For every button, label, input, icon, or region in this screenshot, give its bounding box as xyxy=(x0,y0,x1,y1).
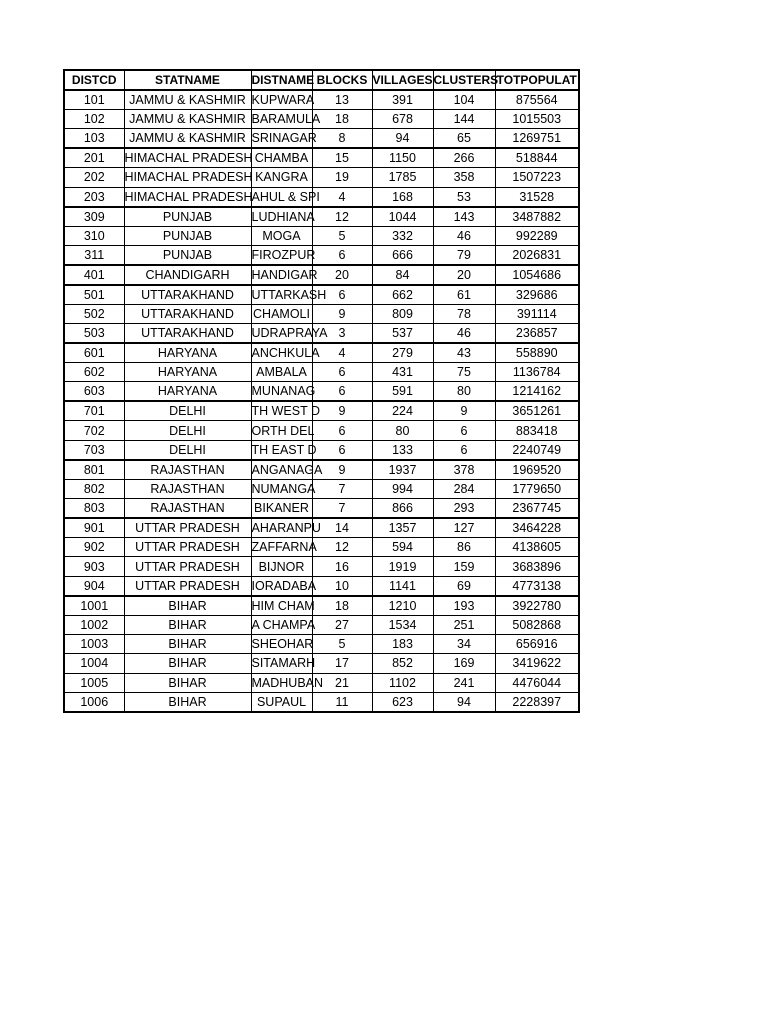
cell-distname[interactable]: LUDHIANA xyxy=(251,207,312,227)
cell-blocks[interactable]: 3 xyxy=(312,324,372,344)
table-row xyxy=(64,440,579,460)
cell-distname[interactable]: AHUL & SPI xyxy=(251,187,312,207)
cell-statname[interactable]: UTTARAKHAND xyxy=(124,324,251,344)
cell-villages[interactable]: 666 xyxy=(372,245,433,265)
cell-totpopulat[interactable]: 236857 xyxy=(495,324,579,344)
cell-clusters[interactable]: 34 xyxy=(433,634,495,653)
cell-totpopulat[interactable]: 518844 xyxy=(495,148,579,168)
cell-blocks[interactable]: 7 xyxy=(312,479,372,498)
cell-totpopulat[interactable]: 992289 xyxy=(495,226,579,245)
cell-blocks[interactable]: 6 xyxy=(312,382,372,402)
cell-villages[interactable]: 1785 xyxy=(372,168,433,187)
cell-blocks[interactable]: 7 xyxy=(312,499,372,519)
table-row xyxy=(64,207,579,227)
cell-totpopulat[interactable]: 1214162 xyxy=(495,382,579,402)
cell-statname[interactable]: UTTAR PRADESH xyxy=(124,557,251,576)
cell-distname[interactable]: AHARANPU xyxy=(251,518,312,538)
table-row xyxy=(64,673,579,692)
cell-statname[interactable]: UTTARAKHAND xyxy=(124,285,251,305)
cell-clusters[interactable]: 251 xyxy=(433,615,495,634)
table-body xyxy=(64,90,579,712)
cell-distcd[interactable]: 1005 xyxy=(64,673,124,692)
table-row xyxy=(64,654,579,673)
cell-distname[interactable]: CHAMOLI xyxy=(251,304,312,323)
cell-statname[interactable]: RAJASTHAN xyxy=(124,479,251,498)
cell-distcd[interactable]: 903 xyxy=(64,557,124,576)
cell-distname[interactable]: IORADABA xyxy=(251,576,312,596)
cell-statname[interactable]: BIHAR xyxy=(124,615,251,634)
cell-distcd[interactable]: 1001 xyxy=(64,596,124,616)
table-row xyxy=(64,576,579,596)
cell-distname[interactable]: CHAMBA xyxy=(251,148,312,168)
cell-clusters[interactable]: 358 xyxy=(433,168,495,187)
cell-blocks[interactable]: 20 xyxy=(312,265,372,285)
table-row xyxy=(64,518,579,538)
cell-villages[interactable]: 168 xyxy=(372,187,433,207)
cell-blocks[interactable]: 5 xyxy=(312,226,372,245)
table-row xyxy=(64,499,579,519)
cell-distcd[interactable]: 503 xyxy=(64,324,124,344)
cell-distname[interactable]: BIJNOR xyxy=(251,557,312,576)
cell-distname[interactable]: MADHUBAN xyxy=(251,673,312,692)
cell-clusters[interactable]: 86 xyxy=(433,538,495,557)
cell-clusters[interactable]: 94 xyxy=(433,692,495,712)
cell-totpopulat[interactable]: 3464228 xyxy=(495,518,579,538)
cell-villages[interactable]: 591 xyxy=(372,382,433,402)
header-villages[interactable]: VILLAGES xyxy=(372,70,433,90)
cell-villages[interactable]: 94 xyxy=(372,129,433,149)
cell-clusters[interactable]: 78 xyxy=(433,304,495,323)
cell-statname[interactable]: DELHI xyxy=(124,440,251,460)
cell-totpopulat[interactable]: 2240749 xyxy=(495,440,579,460)
cell-blocks[interactable]: 6 xyxy=(312,245,372,265)
cell-distcd[interactable]: 202 xyxy=(64,168,124,187)
cell-blocks[interactable]: 17 xyxy=(312,654,372,673)
cell-blocks[interactable]: 12 xyxy=(312,538,372,557)
cell-clusters[interactable]: 43 xyxy=(433,343,495,363)
table-row xyxy=(64,245,579,265)
cell-distname[interactable]: AMBALA xyxy=(251,363,312,382)
cell-statname[interactable]: BIHAR xyxy=(124,596,251,616)
cell-totpopulat[interactable]: 4138605 xyxy=(495,538,579,557)
cell-distcd[interactable]: 901 xyxy=(64,518,124,538)
cell-distname[interactable]: UTTARKASH xyxy=(251,285,312,305)
cell-distcd[interactable]: 502 xyxy=(64,304,124,323)
cell-villages[interactable]: 80 xyxy=(372,421,433,440)
cell-statname[interactable]: HIMACHAL PRADESH xyxy=(124,148,251,168)
cell-totpopulat[interactable]: 1269751 xyxy=(495,129,579,149)
cell-statname[interactable]: CHANDIGARH xyxy=(124,265,251,285)
cell-clusters[interactable]: 6 xyxy=(433,440,495,460)
cell-clusters[interactable]: 69 xyxy=(433,576,495,596)
cell-totpopulat[interactable]: 1054686 xyxy=(495,265,579,285)
cell-distcd[interactable]: 1003 xyxy=(64,634,124,653)
cell-statname[interactable]: BIHAR xyxy=(124,673,251,692)
table-row xyxy=(64,265,579,285)
table-row xyxy=(64,226,579,245)
table-row xyxy=(64,187,579,207)
cell-statname[interactable]: UTTAR PRADESH xyxy=(124,538,251,557)
cell-clusters[interactable]: 293 xyxy=(433,499,495,519)
cell-clusters[interactable]: 378 xyxy=(433,460,495,480)
header-row xyxy=(64,70,579,90)
cell-totpopulat[interactable]: 2367745 xyxy=(495,499,579,519)
cell-blocks[interactable]: 18 xyxy=(312,110,372,129)
cell-distname[interactable]: SRINAGAR xyxy=(251,129,312,149)
cell-clusters[interactable]: 104 xyxy=(433,90,495,110)
cell-villages[interactable]: 332 xyxy=(372,226,433,245)
cell-blocks[interactable]: 5 xyxy=(312,634,372,653)
table-row xyxy=(64,110,579,129)
cell-totpopulat[interactable]: 883418 xyxy=(495,421,579,440)
cell-statname[interactable]: DELHI xyxy=(124,421,251,440)
table-row xyxy=(64,285,579,305)
cell-distcd[interactable]: 803 xyxy=(64,499,124,519)
cell-distcd[interactable]: 103 xyxy=(64,129,124,149)
cell-villages[interactable]: 391 xyxy=(372,90,433,110)
table-row xyxy=(64,479,579,498)
cell-distcd[interactable]: 201 xyxy=(64,148,124,168)
cell-statname[interactable]: UTTARAKHAND xyxy=(124,304,251,323)
cell-villages[interactable]: 1150 xyxy=(372,148,433,168)
cell-distname[interactable]: ANGANAGA xyxy=(251,460,312,480)
cell-distcd[interactable]: 401 xyxy=(64,265,124,285)
table-row xyxy=(64,304,579,323)
cell-totpopulat[interactable]: 1779650 xyxy=(495,479,579,498)
cell-distname[interactable]: MOGA xyxy=(251,226,312,245)
table-row xyxy=(64,382,579,402)
cell-villages[interactable]: 133 xyxy=(372,440,433,460)
district-data-sheet xyxy=(63,69,578,713)
cell-villages[interactable]: 1534 xyxy=(372,615,433,634)
cell-distcd[interactable]: 904 xyxy=(64,576,124,596)
cell-distcd[interactable]: 802 xyxy=(64,479,124,498)
cell-clusters[interactable]: 284 xyxy=(433,479,495,498)
cell-totpopulat[interactable]: 1969520 xyxy=(495,460,579,480)
table-row xyxy=(64,596,579,616)
cell-totpopulat[interactable]: 5082868 xyxy=(495,615,579,634)
cell-distname[interactable]: MUNANAG xyxy=(251,382,312,402)
cell-distname[interactable]: ZAFFARNA xyxy=(251,538,312,557)
cell-villages[interactable]: 1357 xyxy=(372,518,433,538)
cell-statname[interactable]: RAJASTHAN xyxy=(124,499,251,519)
cell-distname[interactable]: ORTH DEL xyxy=(251,421,312,440)
cell-totpopulat[interactable]: 391114 xyxy=(495,304,579,323)
table-row xyxy=(64,343,579,363)
cell-statname[interactable]: PUNJAB xyxy=(124,245,251,265)
cell-clusters[interactable]: 9 xyxy=(433,401,495,421)
cell-blocks[interactable]: 6 xyxy=(312,363,372,382)
cell-statname[interactable]: JAMMU & KASHMIR xyxy=(124,90,251,110)
cell-totpopulat[interactable]: 1136784 xyxy=(495,363,579,382)
cell-totpopulat[interactable]: 329686 xyxy=(495,285,579,305)
cell-statname[interactable]: UTTAR PRADESH xyxy=(124,576,251,596)
cell-blocks[interactable]: 16 xyxy=(312,557,372,576)
cell-clusters[interactable]: 65 xyxy=(433,129,495,149)
cell-villages[interactable]: 809 xyxy=(372,304,433,323)
cell-clusters[interactable]: 159 xyxy=(433,557,495,576)
cell-distcd[interactable]: 1004 xyxy=(64,654,124,673)
cell-blocks[interactable]: 12 xyxy=(312,207,372,227)
cell-distcd[interactable]: 601 xyxy=(64,343,124,363)
cell-clusters[interactable]: 80 xyxy=(433,382,495,402)
cell-totpopulat[interactable]: 2026831 xyxy=(495,245,579,265)
header-totpopulat[interactable]: TOTPOPULAT xyxy=(495,70,579,90)
cell-villages[interactable]: 678 xyxy=(372,110,433,129)
cell-totpopulat[interactable]: 31528 xyxy=(495,187,579,207)
cell-statname[interactable]: UTTAR PRADESH xyxy=(124,518,251,538)
cell-villages[interactable]: 183 xyxy=(372,634,433,653)
cell-distname[interactable]: HIM CHAM xyxy=(251,596,312,616)
cell-statname[interactable]: DELHI xyxy=(124,401,251,421)
cell-totpopulat[interactable]: 3922780 xyxy=(495,596,579,616)
cell-totpopulat[interactable]: 656916 xyxy=(495,634,579,653)
cell-blocks[interactable]: 4 xyxy=(312,343,372,363)
cell-blocks[interactable]: 27 xyxy=(312,615,372,634)
cell-distname[interactable]: BARAMULA xyxy=(251,110,312,129)
cell-blocks[interactable]: 13 xyxy=(312,90,372,110)
cell-totpopulat[interactable]: 3683896 xyxy=(495,557,579,576)
cell-clusters[interactable]: 20 xyxy=(433,265,495,285)
cell-villages[interactable]: 1937 xyxy=(372,460,433,480)
cell-blocks[interactable]: 9 xyxy=(312,460,372,480)
cell-statname[interactable]: HIMACHAL PRADESH xyxy=(124,187,251,207)
cell-distcd[interactable]: 801 xyxy=(64,460,124,480)
cell-blocks[interactable]: 18 xyxy=(312,596,372,616)
cell-distname[interactable]: SHEOHAR xyxy=(251,634,312,653)
table-row xyxy=(64,557,579,576)
cell-totpopulat[interactable]: 4773138 xyxy=(495,576,579,596)
cell-villages[interactable]: 431 xyxy=(372,363,433,382)
cell-statname[interactable]: HARYANA xyxy=(124,363,251,382)
cell-distname[interactable]: ANCHKULA xyxy=(251,343,312,363)
cell-totpopulat[interactable]: 2228397 xyxy=(495,692,579,712)
table-row xyxy=(64,168,579,187)
cell-distcd[interactable]: 701 xyxy=(64,401,124,421)
cell-blocks[interactable]: 6 xyxy=(312,285,372,305)
cell-statname[interactable]: HIMACHAL PRADESH xyxy=(124,168,251,187)
cell-totpopulat[interactable]: 875564 xyxy=(495,90,579,110)
cell-statname[interactable]: BIHAR xyxy=(124,654,251,673)
cell-distname[interactable]: A CHAMPA xyxy=(251,615,312,634)
cell-clusters[interactable]: 75 xyxy=(433,363,495,382)
cell-clusters[interactable]: 144 xyxy=(433,110,495,129)
cell-blocks[interactable]: 11 xyxy=(312,692,372,712)
cell-statname[interactable]: JAMMU & KASHMIR xyxy=(124,129,251,149)
table-row xyxy=(64,460,579,480)
cell-blocks[interactable]: 15 xyxy=(312,148,372,168)
cell-statname[interactable]: BIHAR xyxy=(124,634,251,653)
cell-blocks[interactable]: 10 xyxy=(312,576,372,596)
cell-distname[interactable]: KANGRA xyxy=(251,168,312,187)
cell-distcd[interactable]: 203 xyxy=(64,187,124,207)
cell-villages[interactable]: 84 xyxy=(372,265,433,285)
cell-distname[interactable]: TH EAST D xyxy=(251,440,312,460)
cell-distname[interactable]: NUMANGA xyxy=(251,479,312,498)
table-row xyxy=(64,90,579,110)
cell-distcd[interactable]: 1006 xyxy=(64,692,124,712)
cell-distname[interactable]: SITAMARH xyxy=(251,654,312,673)
cell-villages[interactable]: 594 xyxy=(372,538,433,557)
cell-clusters[interactable]: 127 xyxy=(433,518,495,538)
cell-blocks[interactable]: 4 xyxy=(312,187,372,207)
cell-statname[interactable]: PUNJAB xyxy=(124,226,251,245)
cell-totpopulat[interactable]: 558890 xyxy=(495,343,579,363)
cell-distcd[interactable]: 603 xyxy=(64,382,124,402)
cell-totpopulat[interactable]: 3487882 xyxy=(495,207,579,227)
cell-clusters[interactable]: 61 xyxy=(433,285,495,305)
cell-distcd[interactable]: 902 xyxy=(64,538,124,557)
table-row xyxy=(64,129,579,149)
cell-villages[interactable]: 537 xyxy=(372,324,433,344)
cell-clusters[interactable]: 241 xyxy=(433,673,495,692)
cell-clusters[interactable]: 46 xyxy=(433,226,495,245)
cell-villages[interactable]: 994 xyxy=(372,479,433,498)
cell-clusters[interactable]: 6 xyxy=(433,421,495,440)
header-distcd[interactable]: DISTCD xyxy=(64,70,124,90)
cell-clusters[interactable]: 46 xyxy=(433,324,495,344)
cell-statname[interactable]: BIHAR xyxy=(124,692,251,712)
table-row xyxy=(64,692,579,712)
cell-distcd[interactable]: 311 xyxy=(64,245,124,265)
cell-statname[interactable]: PUNJAB xyxy=(124,207,251,227)
cell-villages[interactable]: 1210 xyxy=(372,596,433,616)
cell-blocks[interactable]: 21 xyxy=(312,673,372,692)
cell-blocks[interactable]: 14 xyxy=(312,518,372,538)
cell-distname[interactable]: TH WEST D xyxy=(251,401,312,421)
table-row xyxy=(64,538,579,557)
cell-villages[interactable]: 1102 xyxy=(372,673,433,692)
cell-distcd[interactable]: 501 xyxy=(64,285,124,305)
cell-blocks[interactable]: 9 xyxy=(312,304,372,323)
cell-distname[interactable]: KUPWARA xyxy=(251,90,312,110)
cell-statname[interactable]: HARYANA xyxy=(124,343,251,363)
cell-blocks[interactable]: 9 xyxy=(312,401,372,421)
cell-distcd[interactable]: 702 xyxy=(64,421,124,440)
cell-villages[interactable]: 279 xyxy=(372,343,433,363)
cell-villages[interactable]: 1919 xyxy=(372,557,433,576)
table-row xyxy=(64,324,579,344)
cell-totpopulat[interactable]: 1507223 xyxy=(495,168,579,187)
cell-villages[interactable]: 1141 xyxy=(372,576,433,596)
cell-blocks[interactable]: 8 xyxy=(312,129,372,149)
cell-statname[interactable]: RAJASTHAN xyxy=(124,460,251,480)
district-table xyxy=(63,69,580,713)
cell-villages[interactable]: 1044 xyxy=(372,207,433,227)
header-statname[interactable]: STATNAME xyxy=(124,70,251,90)
cell-blocks[interactable]: 6 xyxy=(312,440,372,460)
header-distname[interactable]: DISTNAME xyxy=(251,70,312,90)
cell-blocks[interactable]: 19 xyxy=(312,168,372,187)
cell-totpopulat[interactable]: 3651261 xyxy=(495,401,579,421)
cell-distcd[interactable]: 1002 xyxy=(64,615,124,634)
cell-villages[interactable]: 866 xyxy=(372,499,433,519)
cell-blocks[interactable]: 6 xyxy=(312,421,372,440)
cell-distcd[interactable]: 602 xyxy=(64,363,124,382)
table-row xyxy=(64,148,579,168)
cell-clusters[interactable]: 169 xyxy=(433,654,495,673)
cell-totpopulat[interactable]: 1015503 xyxy=(495,110,579,129)
cell-distname[interactable]: SUPAUL xyxy=(251,692,312,712)
table-row xyxy=(64,363,579,382)
table-row xyxy=(64,634,579,653)
cell-distcd[interactable]: 309 xyxy=(64,207,124,227)
cell-statname[interactable]: JAMMU & KASHMIR xyxy=(124,110,251,129)
cell-clusters[interactable]: 193 xyxy=(433,596,495,616)
cell-villages[interactable]: 224 xyxy=(372,401,433,421)
cell-distcd[interactable]: 101 xyxy=(64,90,124,110)
cell-clusters[interactable]: 53 xyxy=(433,187,495,207)
cell-distcd[interactable]: 310 xyxy=(64,226,124,245)
cell-distname[interactable]: HANDIGAR xyxy=(251,265,312,285)
cell-totpopulat[interactable]: 3419622 xyxy=(495,654,579,673)
header-blocks[interactable]: BLOCKS xyxy=(312,70,372,90)
cell-distcd[interactable]: 102 xyxy=(64,110,124,129)
cell-villages[interactable]: 623 xyxy=(372,692,433,712)
cell-clusters[interactable]: 143 xyxy=(433,207,495,227)
header-clusters[interactable]: CLUSTERS xyxy=(433,70,495,90)
cell-distname[interactable]: UDRAPRAYA xyxy=(251,324,312,344)
cell-villages[interactable]: 662 xyxy=(372,285,433,305)
cell-distcd[interactable]: 703 xyxy=(64,440,124,460)
cell-statname[interactable]: HARYANA xyxy=(124,382,251,402)
cell-clusters[interactable]: 266 xyxy=(433,148,495,168)
table-row xyxy=(64,421,579,440)
cell-clusters[interactable]: 79 xyxy=(433,245,495,265)
cell-totpopulat[interactable]: 4476044 xyxy=(495,673,579,692)
table-row xyxy=(64,401,579,421)
cell-distname[interactable]: FIROZPUR xyxy=(251,245,312,265)
cell-villages[interactable]: 852 xyxy=(372,654,433,673)
table-row xyxy=(64,615,579,634)
cell-distname[interactable]: BIKANER xyxy=(251,499,312,519)
